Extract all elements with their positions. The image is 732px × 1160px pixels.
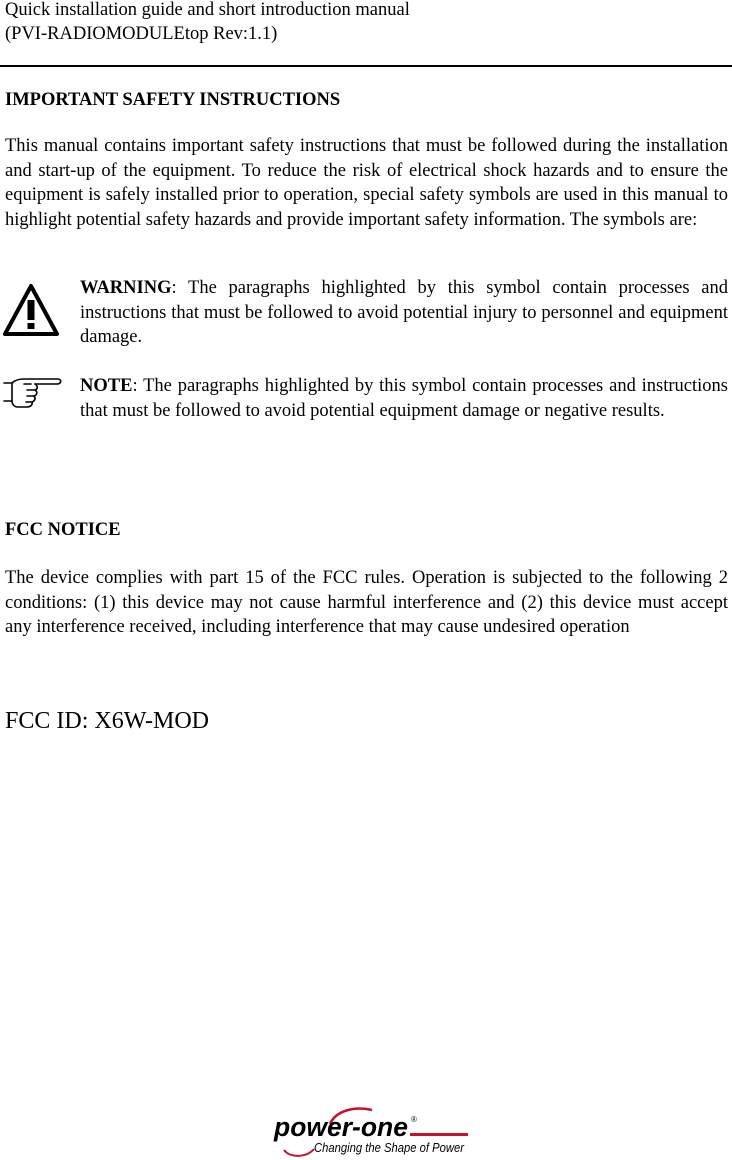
- fcc-text: The device complies with part 15 of the FCC rules. Operation is subjected to the following 2 conditions: (1) this device may not cause harmful interference and (2) this device must accept any interference received, including interference that may cause undesired operation: [5, 568, 728, 638]
- header-revision: (PVI-RADIOMODULEtop Rev:1.1): [5, 24, 278, 44]
- warning-triangle-icon: [2, 282, 60, 338]
- header-divider: [0, 65, 732, 67]
- note-text: : The paragraphs highlighted by this symbol contain processes and instructions that must be followed to avoid potential equipment damage or negative results.: [80, 376, 728, 421]
- note-label: NOTE: [80, 376, 133, 396]
- svg-text:power-one: power-one: [273, 1112, 408, 1142]
- power-one-logo: [270, 1102, 470, 1158]
- warning-paragraph: [80, 276, 728, 350]
- fcc-id: FCC ID: X6W-MOD: [5, 708, 210, 734]
- fcc-heading: FCC NOTICE: [5, 520, 121, 540]
- svg-text:Changing the Shape of Power: Changing the Shape of Power: [314, 1141, 465, 1155]
- pointing-hand-icon: [2, 374, 64, 410]
- header-title: Quick installation guide and short introduction manual: [5, 0, 410, 20]
- svg-text:®: ®: [411, 1115, 417, 1124]
- safety-heading: IMPORTANT SAFETY INSTRUCTIONS: [5, 90, 341, 110]
- document-header: [5, 0, 410, 46]
- warning-label: WARNING: [80, 278, 172, 298]
- safety-intro: This manual contains important safety instructions that must be followed during the installation and start-up of the equipment. To reduce the risk of electrical shock hazards and to ensure the equipment is safely installed prior to operation, special safety symbols are used in this manual to highlight potential safety hazards and provide important safety information. The symbols are:: [5, 136, 728, 230]
- note-paragraph: [80, 374, 728, 423]
- warning-text: : The paragraphs highlighted by this symbol contain processes and instructions that must be followed to avoid potential injury to personnel and equipment damage.: [80, 278, 728, 348]
